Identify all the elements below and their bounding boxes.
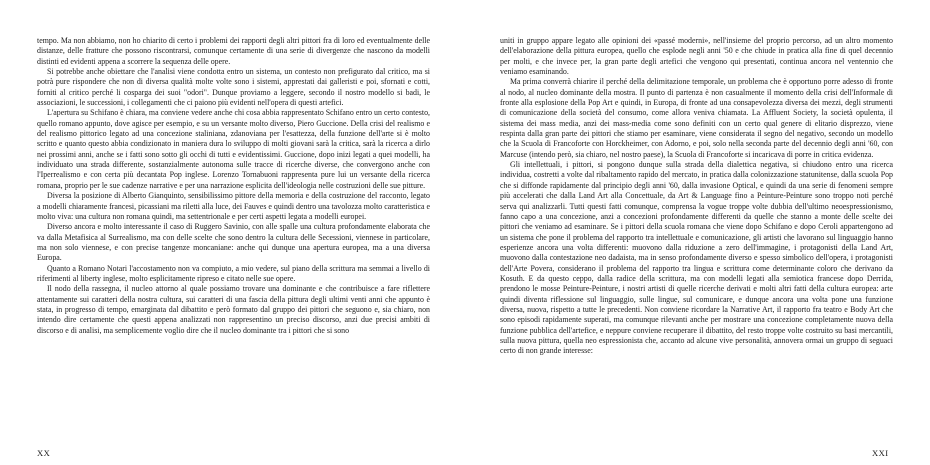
page-number-left: XX xyxy=(37,448,51,458)
right-paragraph: uniti in gruppo appare legato alle opinioni dei «passé moderni», nell'insieme del proprio percorso, ad un altro momento dell'elaborazione della pittura europea, quello che esplode negli anni '50 e che chiude in pratica alla fine di quel decennio per molti, e che invece per, la gran parte degli artefici che vengono qui presentati, continua ancora nel ventennio che veniamo esaminando. xyxy=(500,36,893,77)
left-paragraph: Si potrebbe anche obiettare che l'analisi viene condotta entro un sistema, un contesto non prefigurato dal critico, ma si potrà pure rispondere che non di diversa qualità molte volte sono i sistemi, apprestati dai galleristi e poi, sfornati e cotti, forniti al critico perché li cosparga dei suoi "odori". Dunque proviamo a leggere, secondo il nostro modello si badi, le associazioni, le successioni, i collegamenti che ci paiono più evidenti nell'opera di questi artefici. xyxy=(37,67,430,108)
right-page xyxy=(500,36,893,357)
page-number-right: XXI xyxy=(872,448,889,458)
left-paragraph: Diverso ancora e molto interessante il caso di Ruggero Savinio, con alle spalle una cultura profondamente elaborata che va dalla Metafisica al Surrealismo, ma con delle scelte che sono dentro la cultura delle Secessioni, viennese in particolare, ma non solo viennese, e con precise tangenze moncaniane: anche qui dunque una apertura europea, ma a una diversa Europa. xyxy=(37,222,430,263)
left-page xyxy=(37,36,430,336)
left-paragraph: Diversa la posizione di Alberto Gianquinto, sensibilissimo pittore della memoria e della costruzione del racconto, legato a modelli chiaramente francesi, picassiani ma riletti alla luce, dei Fauves e quindi dentro una tavolozza molto caratteristica e molto viva: una cultura non romana quindi, ma settentrionale e per certi aspetti legata a modelli europei. xyxy=(37,191,430,221)
right-paragraph: Gli intellettuali, i pittori, si pongono dunque sulla strada della dialettica negativa, si chiudono entro una ricerca individua, costretti a volte dal ribaltamento rapido del mercato, in pratica dalla colonizzazione statunitense, dalla scuola Pop che si diffonde rapidamente dal principio degli anni '60, dalla invasione Optical, e quindi da una serie di fenomeni sempre più accelerati che dalla Land Art alla Concettuale, da Art & Language fino a Peinture-Peinture sono troppo noti perché serva qui analizzarli. Tutti questi fatti comunque, comprensa la vogue troppe volte dubbia dell'ultimo neoespressionismo, fanno capo a una concezione, anzi a concezioni profondamente differenti da quelle che stanno a monte delle scelte dei pittori che veniamo ad esaminare. Se i pittori della scuola romana che viene dopo Schifano e dopo Ceroli appartengono ad un sistema che pone il problema del rapporto tra intellettuale e comunicazione, gli artisti che lavorano sul linguaggio hanno esperienze ancora una volta differenti: muovono dalla riduzione a zero dell'immagine, i protagonisti della Land Art, muovono dalla contestazione neo dadaista, ma in senso profondamente diverso e spesso simbolico dell'opera, i protagonisti dell'Arte Povera, considerano il problema del rapporto tra lingua e scrittura come determinante coloro che derivano da Kosuth. E da questo ceppo, dalla radice della scrittura, ma con modelli legati alla semiotica francese dopo Derrida, prendono le mosse Peinture-Peinture, i nostri artisti di quelle ricerche derivati e molti altri fatti della cultura europea: arte quindi diventa riflessione sul linguaggio, sulle lingue, sul comunicare, e dunque ancora una volta pone una funzione diversa, nuova, rispetto a tutte le precedenti. Non conviene ricordare la Narrative Art, il rapporto fra teatro e Body Art che sono episodi rapidamente superati, ma comunque rilevanti anche per mostrare una concezione completamente nuova della funzione pubblica dell'artefice, e neppure conviene recuperare il dibattito, del resto troppe volte costruito su basi mercantili, sulla nuova pittura, quella neo espressionista che, accanto ad alcune vive personalità, annovera ormai un gruppo di seguaci certo di non grande interesse: xyxy=(500,160,893,356)
left-paragraph: tempo. Ma non abbiamo, non ho chiarito di certo i problemi dei rapporti degli altri pittori fra di loro ed eventualmente delle distanze, delle fratture che possono riscontrarsi, comunque certamente di una serie di divergenze che nascono da modelli distinti ed evidenti appena a scorrere la sequenza delle opere. xyxy=(37,36,430,66)
left-page-body xyxy=(37,36,430,336)
right-page-body xyxy=(500,36,893,357)
left-paragraph: L'apertura su Schifano è chiara, ma conviene vedere anche chi cosa abbia rappresentato Schifano entro un certo contesto, quello romano appunto, dove agisce per esempio, e su un versante molto diverso, Piero Guccione. Della crisi del realismo e del realismo pittorico legato ad una concezione staliniana, zdanoviana per l'esattezza, della funzione dell'arte si è molto scritto e quanto questo abbia condizionato in maniera dura lo sviluppo di molti giovani sarà la critica, sarà la ricerca a dirlo nei prossimi anni, anche se i fatti sono sotto gli occhi di tutti e evidentissimi. Guccione, dopo inizi legati a quei modelli, ha individuato una strada differente, sostanzialmente autonoma sulle tracce di ricerche diverse, che convergono anche con l'Iperrealismo e con certa più decantata Pop inglese. Lorenzo Tornabuoni rappresenta pure lui un versante della ricerca romana, proprio per le sue cadenze narrative e per una narrazione esplicita dell'ideologia nelle costruzioni delle sue pitture. xyxy=(37,108,430,190)
right-paragraph: Ma prima converrà chiarire il perché della delimitazione temporale, un problema che è opportuno porre adesso di fronte al nodo, al nucleo dominante della mostra. Il punto di partenza è non casualmente il momento della crisi dell'Informale di fronte alla esplosione della Pop Art e quindi, in Europa, di fronte ad una consapevolezza diversa dei mezzi, degli strumenti di comunicazione della società del consumo, come allora veniva chiamata. La Affluent Society, la società opulenta, il sistema dei mass media, anzi dei mass-media come sono definiti con un certo qual genere di elitario disprezzo, viene respinta dalla gran parte dei pittori che stiamo per esaminare, viene considerata il segno del negativo, secondo un modello che la Scuola di Francoforte con Horckheimer, con Adorno, e poi, solo nella seconda parte del decennio degli anni '60, con Marcuse (intendo però, sia chiaro, nel nostro paese), la Scuola di Francoforte si incaricava di porre in critica evidenza. xyxy=(500,77,893,159)
left-paragraph: Quanto a Romano Notari l'accostamento non va compiuto, a mio vedere, sul piano della scrittura ma semmai a livello di riferimenti al liberty inglese, molto esplicitamente ripreso e citato nelle sue opere. xyxy=(37,263,430,283)
left-paragraph: Il nodo della rassegna, il nucleo attorno al quale possiamo trovare una dominante e che contribuisce a fare riflettere attentamente sui caratteri della nostra cultura, sui caratteri di una fascia della pittura degli ultimi venti anni che appunto è stata, in progresso di tempo, emarginata dal dibattito e però formato dal gruppo dei pittori che seguono e, sia chiaro, non intendo dire certamente che questi appena analizzati non rappresentino un preciso discorso, anzi due precisi ambiti di discorso e di analisi, ma semplicemente voglio dire che il nucleo dominante tra i pittori che si sono xyxy=(37,284,430,335)
